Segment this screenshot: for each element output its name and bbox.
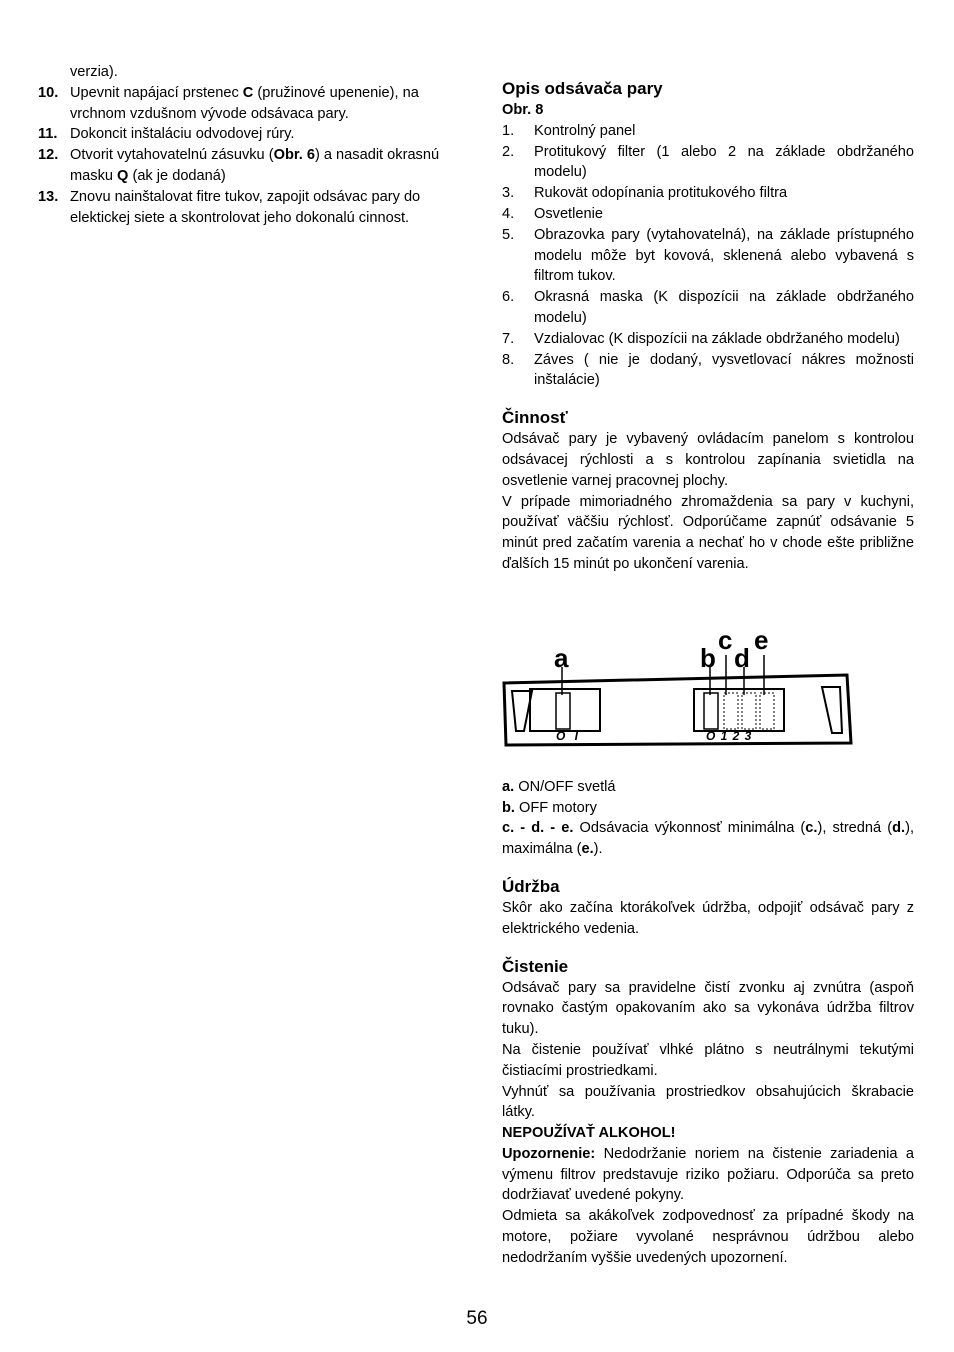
upozornenie-paragraph	[502, 1144, 914, 1206]
label-a: a	[554, 642, 569, 673]
legend-b-text: OFF motory	[514, 799, 597, 816]
step-item	[38, 124, 456, 145]
switch-left-markings: O I	[556, 728, 579, 743]
step-text: C	[242, 84, 254, 101]
control-panel-figure	[502, 603, 862, 753]
part-item	[502, 183, 914, 204]
page-number: 56	[466, 1308, 488, 1329]
step-item	[38, 145, 456, 187]
step-number: 12.	[38, 147, 59, 164]
cinnost-paragraph-2: V prípade mimoriadného zhromaždenia sa pary v kuchyni, používať väčšiu rýchlosť. Odporúčame zapnúť odsávanie 5 minút pred začatím varenia a nechať ho v chode ešte približne ďalších 15 minút po ukončení varenia.	[502, 493, 914, 572]
cistenie-heading: Čistenie	[502, 956, 569, 976]
cistenie-paragraph-2: Na čistenie používať vlhké plátno s neutrálnymi tekutými čistiacími prostriedkami.	[502, 1041, 914, 1079]
part-text: Protitukový filter (1 alebo 2 na základe obdržaného modelu)	[534, 143, 914, 181]
part-item	[502, 225, 914, 287]
part-text: Záves ( nie je dodaný, vysvetlovací nákres možnosti inštalácie)	[534, 351, 914, 389]
legend-a-key: a.	[502, 778, 515, 795]
part-number: 8.	[502, 351, 515, 368]
step-number: 13.	[38, 188, 59, 205]
step-text: Dokoncit inštaláciu odvodovej rúry.	[70, 126, 295, 143]
right-column	[502, 78, 914, 1269]
part-text: Vzdialovac (K dispozícii na základe obdržaného modelu)	[534, 330, 900, 347]
part-number: 1.	[502, 122, 515, 139]
legend-b-key: b.	[502, 799, 515, 816]
legend-cde-part: c. - d. - e.	[502, 820, 574, 837]
part-number: 6.	[502, 289, 515, 306]
part-number: 4.	[502, 205, 515, 222]
label-d: d	[734, 642, 750, 673]
part-item	[502, 142, 914, 184]
left-column	[38, 62, 456, 228]
opis-heading: Opis odsávača pary	[502, 79, 663, 98]
part-text: Osvetlenie	[534, 205, 603, 222]
step-text: (pružinové upenenie), na vrchnom vzdušnom vývode odsávaca pary.	[70, 84, 419, 122]
part-item	[502, 350, 914, 392]
step-text: ) a nasadit okrasnú masku	[70, 147, 440, 184]
upozornenie-text: Nedodržanie noriem na čistenie zariadenia a výmenu filtrov predstavuje riziko požiaru. Odporúča sa preto dodržiavať uvedené pokyny.	[502, 1145, 914, 1204]
cistenie-paragraph-3: Vyhnúť sa používania prostriedkov obsahujúcich škrabacie látky.	[502, 1083, 914, 1121]
alcohol-warning: NEPOUŽÍVAŤ ALKOHOL!	[502, 1125, 676, 1142]
upozornenie-label: Upozornenie:	[502, 1145, 596, 1162]
part-text: Okrasná maska (K dispozícii na základe obdržaného modelu)	[534, 289, 914, 326]
part-number: 5.	[502, 226, 515, 243]
step-number: 11.	[38, 126, 58, 143]
installation-steps-list	[38, 83, 456, 229]
part-number: 7.	[502, 330, 515, 347]
switch-right-markings: O 1 2 3	[706, 728, 752, 743]
legend-cde-part: ), maximálna (	[502, 820, 915, 858]
udrzba-heading: Údržba	[502, 876, 560, 896]
label-b: b	[700, 642, 716, 673]
continuation-text: verzia).	[70, 64, 118, 80]
part-text: Rukovät odopínania protitukového filtra	[534, 185, 788, 202]
legend-cde	[502, 818, 914, 860]
legend-cde-part: c.	[805, 820, 818, 837]
cinnost-heading: Činnosť	[502, 408, 568, 428]
legend-a-text: ON/OFF svetlá	[514, 778, 616, 795]
legend-cde-part: ), stredná (	[817, 820, 893, 837]
step-text: Obr. 6	[273, 147, 315, 164]
part-text: Obrazovka pary (vytahovatelná), na základe prístupného modelu môže byt kovová, sklenená alebo vybavená s filtrom tukov.	[534, 226, 914, 285]
legend-cde-part: ).	[593, 841, 603, 858]
part-item	[502, 329, 914, 350]
step-text: Otvorit vytahovatelnú zásuvku (	[70, 147, 274, 164]
legend-a	[502, 777, 914, 798]
legend-cde-part: e.	[581, 841, 594, 858]
cistenie-paragraph-4: Odmieta sa akákoľvek zodpovednosť za prípadné škody na motore, požiare vyvolané nesprávnou údržbou alebo nedodržaním vyššie uvedených upozornení.	[502, 1208, 914, 1266]
part-text: Kontrolný panel	[534, 122, 636, 139]
part-item	[502, 287, 914, 329]
legend-cde-part: d.	[892, 820, 906, 837]
legend-cde-part: Odsávacia výkonnosť minimálna (	[573, 820, 806, 837]
step-text: (ak je dodaná)	[128, 167, 226, 184]
step-item	[38, 83, 456, 125]
legend-b	[502, 798, 914, 819]
step-text: Q	[117, 167, 129, 184]
step-text: Upevnit napájací prstenec	[70, 84, 243, 101]
step-item	[38, 187, 456, 229]
part-item	[502, 204, 914, 225]
udrzba-paragraph: Skôr ako začína ktorákoľvek údržba, odpojiť odsávač pary z elektrického vedenia.	[502, 899, 914, 937]
cistenie-paragraph-1: Odsávač pary sa pravidelne čistí zvonku aj zvnútra (aspoň rovnako častým opakovaním ako sa vykonáva údržba filtrov tuku).	[502, 979, 914, 1038]
cinnost-paragraph-1: Odsávač pary je vybavený ovládacím panelom s kontrolou odsávacej rýchlosti a s kontrolou zapínania svietidla na osvetlenie varnej pracovnej plochy.	[502, 431, 914, 489]
part-item	[502, 121, 914, 142]
label-e: e	[754, 624, 769, 655]
opis-figure-ref: Obr. 8	[502, 102, 544, 118]
parts-list	[502, 121, 914, 391]
step-text: Znovu nainštalovat fitre tukov, zapojit odsávac pary do elektickej siete a skontrolovat jeho dokonalú cinnost.	[70, 188, 421, 226]
label-c: c	[718, 624, 733, 655]
part-number: 3.	[502, 185, 515, 202]
step-number: 10.	[38, 84, 59, 101]
part-number: 2.	[502, 143, 515, 160]
